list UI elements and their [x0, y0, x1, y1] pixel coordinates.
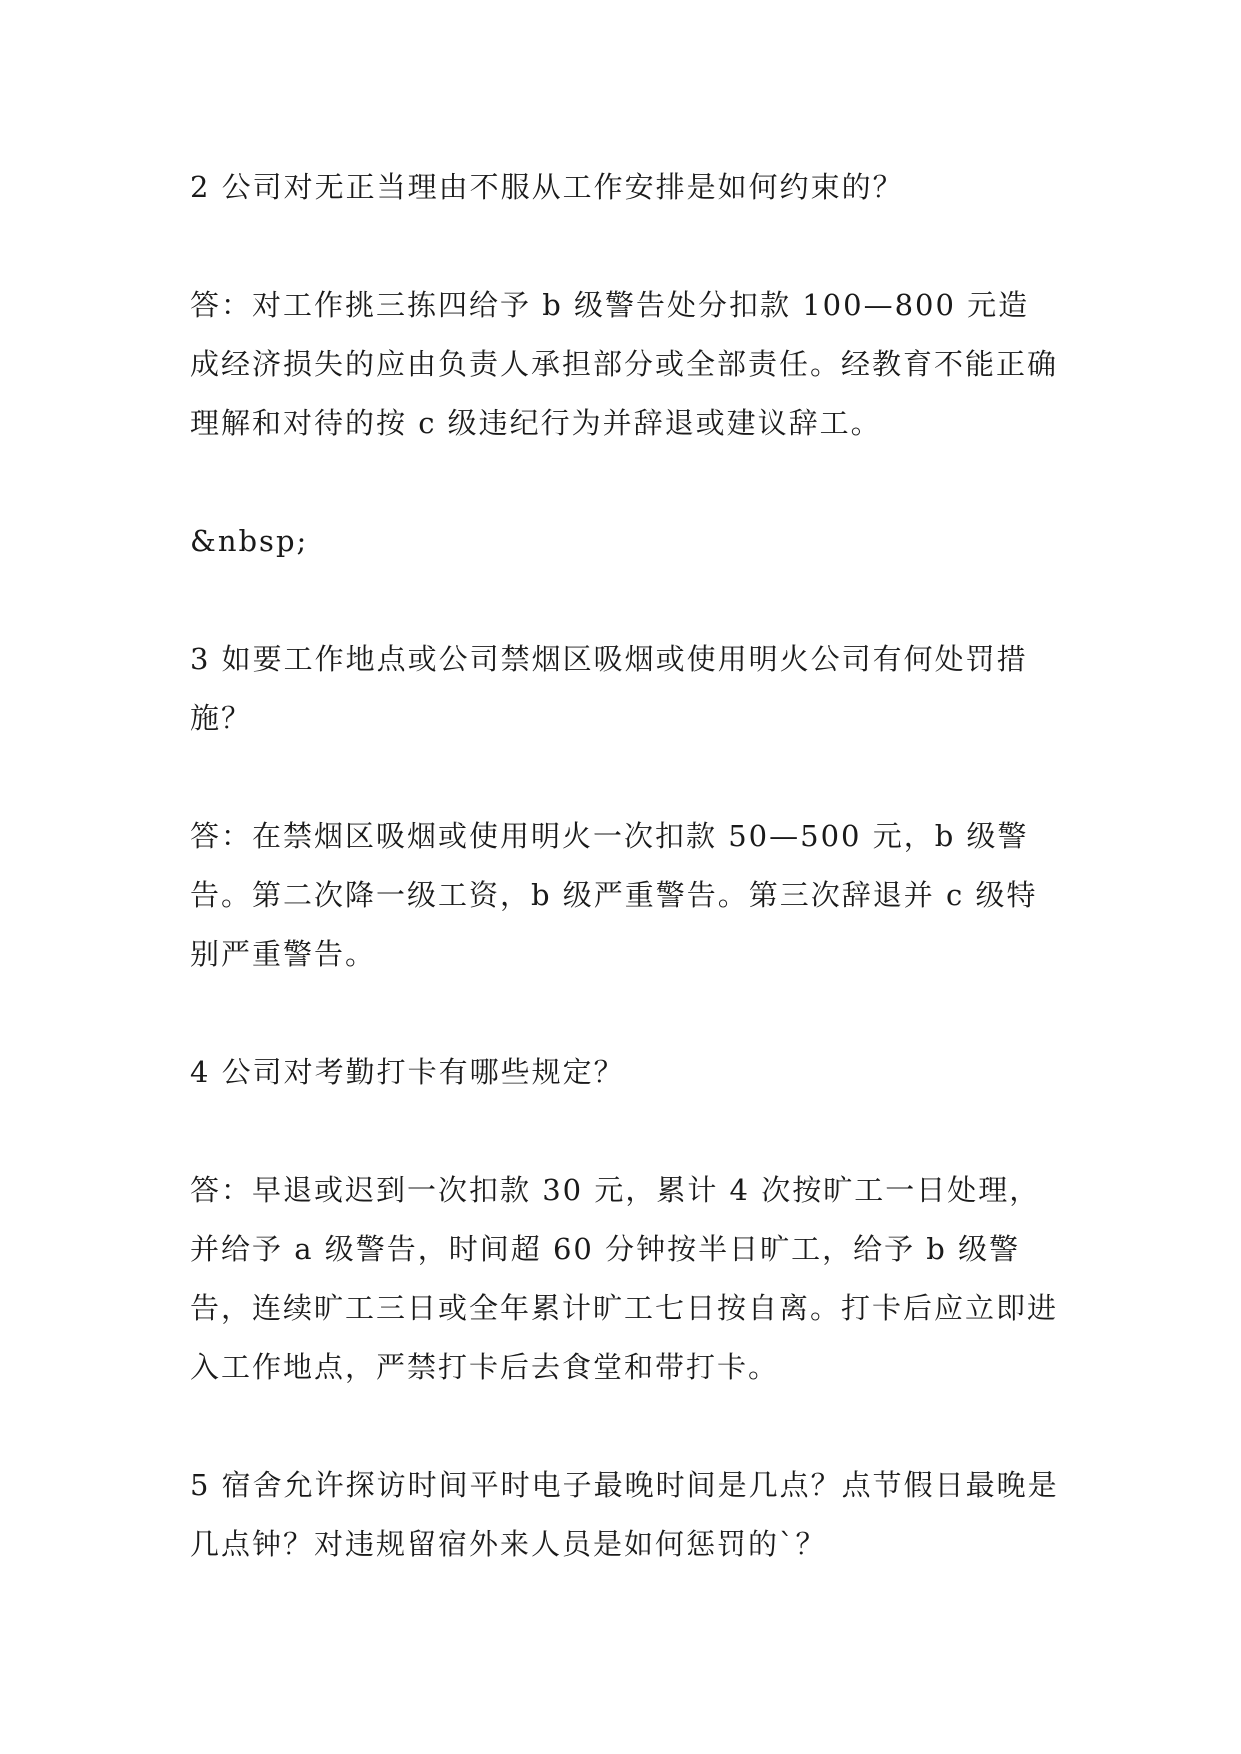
paragraph-spacer — [190, 571, 1060, 630]
answer-4: 答：早退或迟到一次扣款 30 元，累计 4 次按旷工一日处理，并给予 a 级警告，时间超 60 分钟按半日旷工，给予 b 级警告，连续旷工三日或全年累计旷工七日按自离。打卡后应立即进入工作地点，严禁打卡后去食堂和带打卡。 — [190, 1173, 1059, 1384]
question-2: 2 公司对无正当理由不服从工作安排是如何约束的？ — [190, 170, 904, 204]
paragraph-spacer — [190, 748, 1060, 807]
question-4: 4 公司对考勤打卡有哪些规定？ — [190, 1055, 625, 1089]
paragraph-spacer — [190, 1397, 1060, 1456]
question-3: 3 如要工作地点或公司禁烟区吸烟或使用明火公司有何处罚措施？ — [190, 642, 1028, 735]
nbsp-artifact: &nbsp; — [190, 524, 309, 558]
answer-2: 答：对工作挑三拣四给予 b 级警告处分扣款 100—800 元造成经济损失的应由负责人承担部分或全部责任。经教育不能正确理解和对待的按 c 级违纪行为并辞退或建议辞工。 — [190, 288, 1059, 440]
paragraph-spacer — [190, 453, 1060, 512]
paragraph-spacer — [190, 217, 1060, 276]
document-body — [190, 158, 1060, 1574]
paragraph-spacer — [190, 984, 1060, 1043]
question-5: 5 宿舍允许探访时间平时电子最晚时间是几点？点节假日最晚是几点钟？对违规留宿外来人员是如何惩罚的`？ — [190, 1468, 1059, 1561]
answer-3: 答：在禁烟区吸烟或使用明火一次扣款 50—500 元，b 级警告。第二次降一级工资，b 级严重警告。第三次辞退并 c 级特别严重警告。 — [190, 819, 1038, 971]
paragraph-spacer — [190, 1102, 1060, 1161]
